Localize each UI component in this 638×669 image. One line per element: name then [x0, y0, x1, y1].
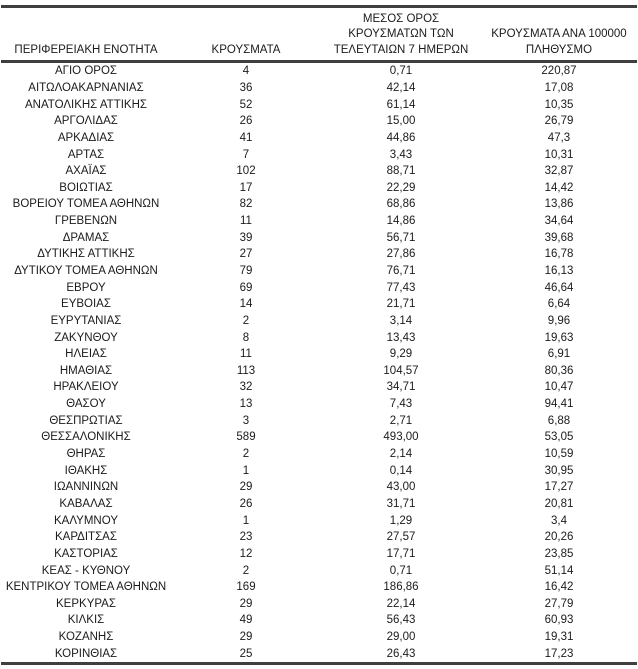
region-cell: ΚΟΡΙΝΘΙΑΣ	[54, 647, 118, 660]
avg7days-cell: 1,29	[389, 514, 413, 527]
cases-cell: 36	[239, 81, 253, 94]
per100k-cell: 51,14	[544, 564, 574, 577]
avg7days-cell: 9,29	[389, 348, 413, 361]
table-row	[1, 645, 637, 662]
region-cell: ΚΑΣΤΟΡΙΑΣ	[54, 547, 118, 560]
cases-cell: 52	[239, 98, 253, 111]
per100k-cell: 20,26	[544, 531, 574, 544]
per100k-cell: 34,64	[544, 215, 574, 228]
table-row	[1, 146, 637, 163]
cases-cell: 2	[242, 564, 250, 577]
column-header-per100k: ΚΡΟΥΣΜΑΤΑ ΑΝΑ 100000 ΠΛΗΘΥΣΜΟ	[491, 28, 627, 56]
table-row	[1, 163, 637, 180]
avg7days-cell: 13,43	[386, 331, 416, 344]
avg7days-cell: 22,14	[386, 597, 416, 610]
region-cell: ΘΕΣΣΑΛΟΝΙΚΗΣ	[41, 431, 131, 444]
region-cell: ΘΕΣΠΡΩΤΙΑΣ	[49, 414, 123, 427]
per100k-cell: 27,79	[544, 597, 574, 610]
cases-cell: 4	[242, 65, 250, 78]
avg7days-cell: 0,71	[389, 65, 413, 78]
cases-cell: 17	[239, 181, 253, 194]
region-cell: ΚΙΛΚΙΣ	[67, 614, 105, 627]
table-row	[1, 596, 637, 613]
table-row	[1, 196, 637, 213]
cases-cell: 2	[242, 314, 250, 327]
per100k-cell: 53,05	[544, 431, 574, 444]
avg7days-cell: 2,14	[389, 448, 413, 461]
region-cell: ΘΑΣΟΥ	[66, 398, 106, 411]
avg7days-cell: 17,71	[386, 547, 416, 560]
per100k-cell: 80,36	[544, 364, 574, 377]
table-row	[1, 579, 637, 596]
region-cell: ΙΩΑΝΝΙΝΩΝ	[53, 481, 119, 494]
column-header-region	[1, 43, 171, 61]
avg7days-cell: 186,86	[383, 581, 419, 594]
region-cell: ΔΥΤΙΚΟΥ ΤΟΜΕΑ ΑΘΗΝΩΝ	[14, 265, 158, 277]
table-row	[1, 612, 637, 629]
avg7days-cell: 14,86	[386, 215, 416, 228]
table-row	[1, 313, 637, 330]
avg7days-cell: 26,43	[386, 647, 416, 660]
table-row	[1, 213, 637, 230]
region-cell: ΚΕΑΣ - ΚΥΘΝΟΥ	[41, 564, 131, 577]
column-header-cases	[171, 43, 321, 61]
per100k-cell: 220,87	[541, 65, 577, 78]
region-cell: ΕΥΡΥΤΑΝΙΑΣ	[50, 314, 122, 327]
table-body	[1, 63, 637, 662]
table-row	[1, 229, 637, 246]
cases-cell: 26	[239, 115, 253, 128]
per100k-cell: 6,91	[547, 348, 571, 361]
table-row	[1, 479, 637, 496]
region-cell: ΚΑΛΥΜΝΟΥ	[54, 514, 118, 527]
region-cell: ΚΕΝΤΡΙΚΟΥ ΤΟΜΕΑ ΑΘΗΝΩΝ	[5, 581, 167, 594]
per100k-cell: 3,4	[551, 514, 567, 527]
per100k-cell: 6,88	[547, 414, 571, 427]
cases-cell: 32	[239, 381, 253, 394]
avg7days-cell: 22,29	[386, 181, 416, 194]
avg7days-cell: 77,43	[386, 281, 416, 294]
cases-cell: 25	[239, 647, 253, 660]
cases-cell: 12	[239, 547, 253, 560]
avg7days-cell: 61,14	[386, 98, 416, 111]
per100k-cell: 17,27	[544, 481, 574, 494]
table-header-row	[1, 8, 637, 63]
avg7days-cell: 3,14	[389, 314, 413, 327]
cases-cell: 29	[239, 597, 253, 610]
cases-cell: 79	[239, 265, 253, 277]
cases-cell: 1	[242, 514, 250, 527]
per100k-cell: 10,59	[544, 448, 574, 461]
avg7days-cell: 21,71	[386, 298, 416, 311]
region-cell: ΑΡΚΑΔΙΑΣ	[57, 131, 115, 144]
table-row	[1, 263, 637, 280]
table-row	[1, 80, 637, 97]
region-cell: ΗΜΑΘΙΑΣ	[59, 364, 113, 377]
table-row	[1, 429, 637, 446]
region-cell: ΗΡΑΚΛΕΙΟΥ	[53, 381, 119, 394]
cases-cell: 26	[239, 497, 253, 510]
table-row	[1, 529, 637, 546]
region-cell: ΒΟΡΕΙΟΥ ΤΟΜΕΑ ΑΘΗΝΩΝ	[12, 198, 160, 211]
region-cell: ΓΡΕΒΕΝΩΝ	[54, 215, 118, 228]
cases-cell: 13	[239, 398, 253, 411]
avg7days-cell: 31,71	[386, 497, 416, 510]
avg7days-cell: 44,86	[386, 131, 416, 144]
avg7days-cell: 42,14	[386, 81, 416, 94]
region-cell: ΚΕΡΚΥΡΑΣ	[56, 597, 116, 610]
cases-cell: 1	[242, 464, 250, 477]
table-row	[1, 379, 637, 396]
table-row	[1, 629, 637, 646]
table-row	[1, 329, 637, 346]
cases-cell: 69	[239, 281, 253, 294]
avg7days-cell: 34,71	[386, 381, 416, 394]
per100k-cell: 9,96	[547, 314, 571, 327]
region-cell: ΑΡΓΟΛΙΔΑΣ	[54, 115, 118, 128]
cases-cell: 113	[236, 364, 256, 377]
per100k-cell: 16,13	[544, 265, 574, 277]
region-cell: ΑΙΤΩΛΟΑΚΑΡΝΑΝΙΑΣ	[28, 81, 144, 94]
table-row	[1, 279, 637, 296]
avg7days-cell: 29,00	[386, 631, 416, 644]
region-cell: ΖΑΚΥΝΘΟΥ	[54, 331, 118, 344]
cases-cell: 29	[239, 481, 253, 494]
per100k-cell: 10,31	[544, 148, 574, 161]
per100k-cell: 6,64	[547, 298, 571, 311]
region-cell: ΑΧΑΪΑΣ	[65, 165, 107, 178]
table-row	[1, 562, 637, 579]
table-row	[1, 446, 637, 463]
cases-cell: 8	[242, 331, 250, 344]
per100k-cell: 39,68	[544, 231, 574, 244]
table-row	[1, 346, 637, 363]
cases-cell: 23	[239, 531, 253, 544]
region-cell: ΒΟΙΩΤΙΑΣ	[59, 181, 113, 194]
per100k-cell: 26,79	[544, 115, 574, 128]
table-row	[1, 130, 637, 147]
region-cell: ΚΑΒΑΛΑΣ	[59, 497, 113, 510]
per100k-cell: 19,63	[544, 331, 574, 344]
cases-cell: 169	[236, 581, 256, 594]
table-row	[1, 496, 637, 513]
region-cell: ΗΛΕΙΑΣ	[65, 348, 107, 361]
region-cell: ΕΒΡΟΥ	[66, 281, 106, 294]
avg7days-cell: 43,00	[386, 481, 416, 494]
table-row	[1, 179, 637, 196]
cases-cell: 589	[236, 431, 256, 444]
column-header-region-label: ΠΕΡΙΦΕΡΕΙΑΚΗ ΕΝΟΤΗΤΑ	[14, 43, 158, 56]
per100k-cell: 19,31	[544, 631, 574, 644]
avg7days-cell: 27,57	[386, 531, 416, 544]
table-row	[1, 296, 637, 313]
avg7days-cell: 27,86	[386, 248, 416, 261]
cases-cell: 39	[239, 231, 253, 244]
cases-cell: 11	[240, 348, 252, 361]
per100k-cell: 10,35	[544, 98, 574, 111]
avg7days-cell: 104,57	[383, 364, 419, 377]
table-row	[1, 512, 637, 529]
region-cell: ΕΥΒΟΙΑΣ	[61, 298, 111, 311]
per100k-cell: 17,08	[544, 81, 574, 94]
avg7days-cell: 15,00	[386, 115, 416, 128]
per100k-cell: 16,42	[544, 581, 574, 594]
table-row	[1, 246, 637, 263]
per100k-cell: 60,93	[544, 614, 574, 627]
avg7days-cell: 493,00	[383, 431, 419, 444]
region-cell: ΚΟΖΑΝΗΣ	[58, 631, 114, 644]
cases-cell: 7	[242, 148, 250, 161]
avg7days-cell: 2,71	[389, 414, 413, 427]
per100k-cell: 17,23	[544, 647, 574, 660]
cases-cell: 14	[239, 298, 253, 311]
table-row	[1, 363, 637, 380]
region-cell: ΔΡΑΜΑΣ	[62, 231, 110, 244]
per100k-cell: 13,86	[544, 198, 574, 211]
avg7days-cell: 56,43	[386, 614, 416, 627]
cases-cell: 49	[239, 614, 253, 627]
region-cell: ΑΓΙΟ ΟΡΟΣ	[54, 65, 117, 78]
cases-cell: 102	[236, 165, 256, 178]
per100k-cell: 47,3	[547, 131, 571, 144]
table-row	[1, 113, 637, 130]
column-header-cases-label: ΚΡΟΥΣΜΑΤΑ	[211, 43, 281, 56]
per100k-cell: 30,95	[544, 464, 574, 477]
avg7days-cell: 76,71	[386, 265, 416, 277]
region-cell: ΑΝΑΤΟΛΙΚΗΣ ΑΤΤΙΚΗΣ	[24, 98, 147, 111]
cases-cell: 41	[239, 131, 253, 144]
per100k-cell: 10,47	[544, 381, 574, 394]
column-header-avg7days: ΜΕΣΟΣ ΟΡΟΣ ΚΡΟΥΣΜΑΤΩΝ ΤΩΝ ΤΕΛΕΥΤΑΙΩΝ 7 ΗΜΕΡΩΝ	[333, 12, 469, 56]
table-row	[1, 412, 637, 429]
table-row	[1, 546, 637, 563]
cases-cell: 27	[239, 248, 253, 261]
per100k-cell: 14,42	[544, 181, 574, 194]
avg7days-cell: 7,43	[389, 398, 413, 411]
avg7days-cell: 56,71	[386, 231, 416, 244]
table-row	[1, 462, 637, 479]
table-row	[1, 396, 637, 413]
table-row	[1, 63, 637, 80]
avg7days-cell: 0,14	[389, 464, 413, 477]
cases-by-region-table	[1, 5, 637, 665]
avg7days-cell: 0,71	[389, 564, 413, 577]
region-cell: ΚΑΡΔΙΤΣΑΣ	[55, 531, 117, 544]
per100k-cell: 20,81	[544, 497, 574, 510]
per100k-cell: 32,87	[544, 165, 574, 178]
cases-cell: 82	[239, 198, 253, 211]
avg7days-cell: 88,71	[386, 165, 416, 178]
per100k-cell: 46,64	[544, 281, 574, 294]
cases-cell: 11	[240, 215, 252, 228]
region-cell: ΑΡΤΑΣ	[67, 148, 105, 161]
region-cell: ΔΥΤΙΚΗΣ ΑΤΤΙΚΗΣ	[37, 248, 135, 261]
per100k-cell: 23,85	[544, 547, 574, 560]
cases-cell: 3	[242, 414, 250, 427]
region-cell: ΙΘΑΚΗΣ	[64, 464, 108, 477]
per100k-cell: 94,41	[544, 398, 574, 411]
cases-cell: 29	[239, 631, 253, 644]
avg7days-cell: 3,43	[389, 148, 413, 161]
avg7days-cell: 68,86	[386, 198, 416, 211]
region-cell: ΘΗΡΑΣ	[66, 448, 106, 461]
table-row	[1, 96, 637, 113]
per100k-cell: 16,78	[544, 248, 574, 261]
cases-cell: 2	[242, 448, 250, 461]
